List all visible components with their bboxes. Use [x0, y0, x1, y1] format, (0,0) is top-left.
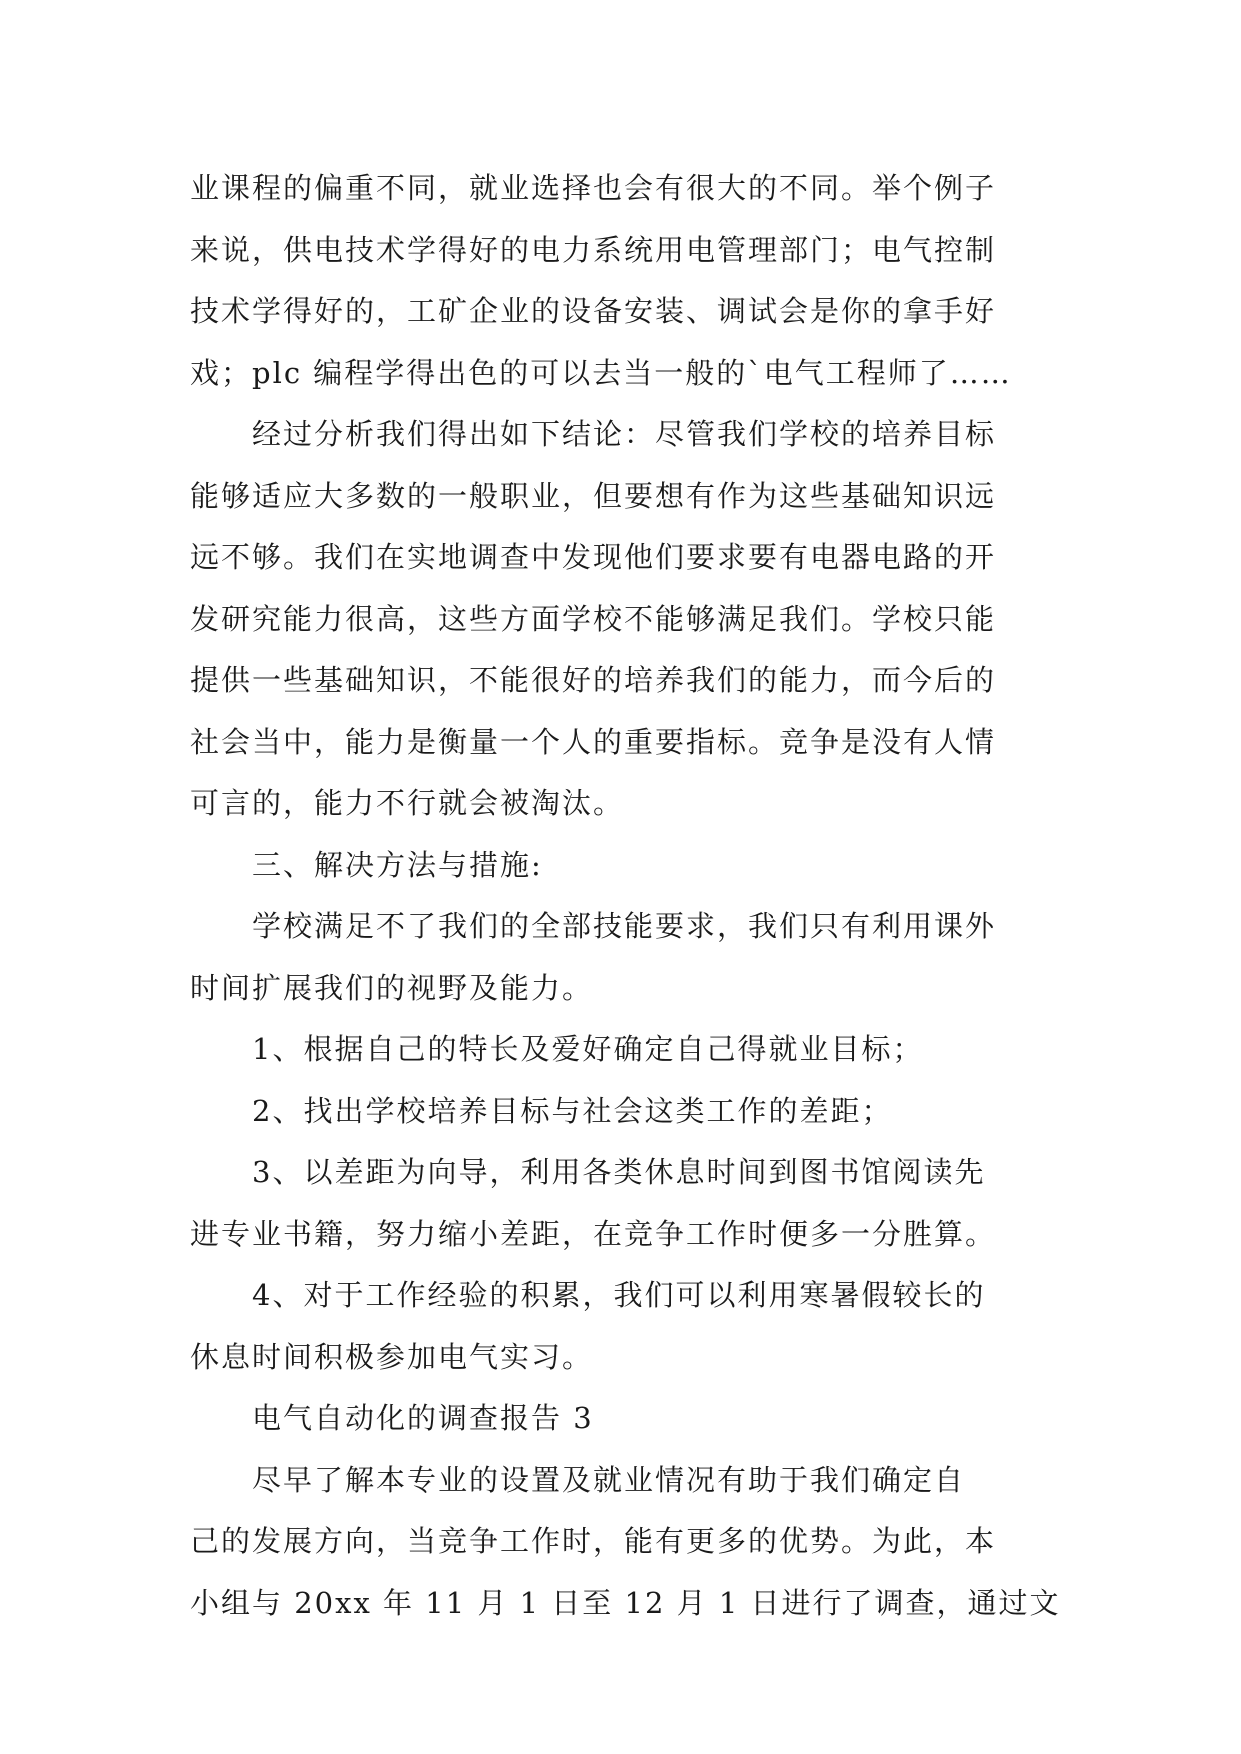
text-line: 远不够。我们在实地调查中发现他们要求要有电器电路的开 — [190, 540, 997, 574]
document-body — [190, 158, 1070, 1634]
text-line: 来说，供电技术学得好的电力系统用电管理部门；电气控制 — [190, 232, 997, 267]
text-line: 尽早了解本专业的设置及就业情况有助于我们确定自 — [252, 1462, 966, 1497]
list-item: 4、对于工作经验的积累，我们可以利用寒暑假较长的 — [252, 1278, 986, 1312]
text-line: 能够适应大多数的一般职业，但要想有作为这些基础知识远 — [190, 478, 997, 513]
text-line: 戏；plc 编程学得出色的可以去当一般的`电气工程师了…… — [190, 355, 1012, 390]
text-line: 技术学得好的，工矿企业的设备安装、调试会是你的拿手好 — [190, 294, 997, 328]
text-line: 发研究能力很高，这些方面学校不能够满足我们。学校只能 — [190, 601, 997, 636]
section-heading: 三、解决方法与措施: — [252, 847, 543, 882]
text-line: 小组与 20xx 年 11 月 1 日至 12 月 1 日进行了调查，通过文 — [190, 1585, 1061, 1620]
text-line: 休息时间积极参加电气实习。 — [190, 1339, 594, 1374]
text-line: 提供一些基础知识，不能很好的培养我们的能力，而今后的 — [190, 663, 997, 697]
text-line: 业课程的偏重不同，就业选择也会有很大的不同。举个例子 — [190, 171, 997, 205]
list-item: 3、以差距为向导，利用各类休息时间到图书馆阅读先 — [252, 1155, 986, 1189]
text-line: 社会当中，能力是衡量一个人的重要指标。竞争是没有人情 — [190, 724, 997, 759]
report-title: 电气自动化的调查报告 3 — [252, 1401, 594, 1435]
text-line: 时间扩展我们的视野及能力。 — [190, 970, 594, 1005]
text-line: 己的发展方向，当竞争工作时，能有更多的优势。为此，本 — [190, 1524, 997, 1558]
text-line: 经过分析我们得出如下结论：尽管我们学校的培养目标 — [252, 417, 997, 451]
text-line: 可言的，能力不行就会被淘汰。 — [190, 786, 625, 820]
list-item: 1、根据自己的特长及爱好确定自己得就业目标； — [252, 1032, 924, 1066]
list-item: 2、找出学校培养目标与社会这类工作的差距； — [252, 1093, 893, 1128]
text-line: 进专业书籍，努力缩小差距，在竞争工作时便多一分胜算。 — [190, 1216, 997, 1251]
text-line: 学校满足不了我们的全部技能要求，我们只有利用课外 — [252, 909, 997, 943]
